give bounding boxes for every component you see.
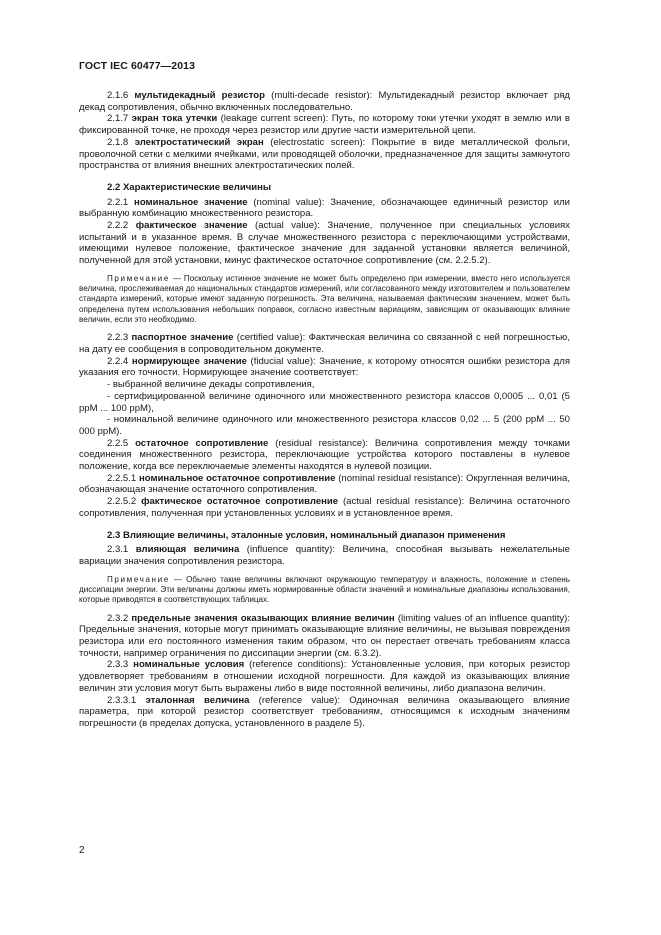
definition-paragraph xyxy=(79,496,570,519)
defined-term: мультидекадный резистор xyxy=(134,90,265,101)
definition-text: (certified value): Фактическая величина со связанной с ней погрешностью, на дату ее сообщения в сопроводительном документе. xyxy=(79,332,570,356)
note-text: — Поскольку истинное значение не может быть определено при измерении, вместо него используется величина, прослеживаемая до национальных стандартов измерений, или согласованного между изготовителем и пользователем стандарта измерений, которые имеют заданную погрешность. Эта величина, называемая фактическим значением, может быть определена путем использования небольших поправок, согласно известным вариациям, зависящим от оказывающих влияние величин, если это необходимо. xyxy=(79,273,570,325)
list-item-text: - сертифицированной величине одиночного или множественного резистора классов 0,0005 ... 0,01 (5 ppM ... 100 ppM), xyxy=(79,390,570,414)
list-item-text: - номинальной величине одиночного или множественного резистора классов 0,02 ... 5 (200 ppM ... 50 000 ppM). xyxy=(79,414,570,437)
definition-paragraph xyxy=(79,113,570,136)
note-text: — Обычно такие величины включают окружающую температуру и влажность, положение и степень диссипации энергии. Эти величины должны иметь нормированные области значений и номинальные диапазоны использования, которые приводятся в соответствующих таблицах. xyxy=(79,574,570,605)
definition-paragraph xyxy=(79,137,570,172)
section-heading xyxy=(79,182,570,194)
definition-text: (electrostatic screen): Покрытие в виде металлической фольги, проволочной сетки с мелкими ячейками, или проводящей оболочки, предназначенное для защиты замкнутого пространства от влияния внешних электростатических полей. xyxy=(79,136,570,172)
definition-text: (nominal value): Значение, обозначающее единичный резистор или выбранную комбинацию множественного резистора. xyxy=(79,196,570,220)
definition-paragraph xyxy=(79,332,570,355)
clause-number: 2.2.5.1 xyxy=(107,472,137,484)
definition-paragraph xyxy=(79,613,570,660)
definition-text: (leakage current screen): Путь, по которому токи утечки уходят в землю или в фиксированной точке, не проходя через резистор или другие части измерительной цепи. xyxy=(79,113,570,137)
defined-term: электростатический экран xyxy=(134,136,264,148)
clause-number: 2.2.2 xyxy=(107,220,129,232)
defined-term: фактическое значение xyxy=(135,220,248,232)
section-title: Характеристические величины xyxy=(122,181,272,193)
defined-term: номинальное остаточное сопротивление xyxy=(139,472,336,484)
defined-term: предельные значения оказывающих влияние величин xyxy=(131,612,395,624)
note-paragraph xyxy=(79,575,570,606)
clause-number: 2.2.3 xyxy=(107,332,129,344)
clause-number: 2.1.8 xyxy=(107,136,129,148)
defined-term: номинальное значение xyxy=(134,196,248,208)
page-number: 2 xyxy=(79,845,85,856)
clause-number: 2.3.2 xyxy=(107,612,129,624)
definition-text: (nominal residual resistance): Округленная величина, обозначающая значение остаточного сопротивления. xyxy=(79,472,570,496)
definition-text: (residual resistance): Величина сопротивления между точками соединения множественного резистора, переключающие устройства которого поставлены в нулевое положение, когда все переключаемые элементы находятся в нулевой позиции. xyxy=(79,437,570,473)
definition-paragraph xyxy=(79,220,570,267)
section-heading xyxy=(79,530,570,542)
defined-term: остаточное сопротивление xyxy=(135,437,269,449)
clause-number: 2.2.5.2 xyxy=(107,496,137,508)
document-header: ГОСТ IEC 60477—2013 xyxy=(79,60,196,72)
section-number: 2.2 xyxy=(107,181,121,193)
definition-text: (influence quantity): Величина, способная вызывать нежелательные вариации значения сопротивления резистора. xyxy=(79,544,570,567)
clause-number: 2.2.1 xyxy=(107,196,129,208)
definition-text: (limiting values of an influence quantity): Предельные значения, которые могут принимать оказывающие влияние величины, не вызывая повреждения резистора или его постоянного изменения таким образом, что он перестает отвечать требованиям класса точности, например ограничения по диссипации энергии (см. 6.3.2). xyxy=(79,612,571,659)
defined-term: влияющая величина xyxy=(135,544,240,556)
definition-text: (actual value): Значение, полученное при специальных условиях испытаний и в указанное время. В случае множественного резистора с переключающими устройствами, имеющими нулевое положение, фактическое значение для заданной установки является величиной, полученной для этой установки, минус фактическое остаточное сопротивление (см. 2.2.5.2). xyxy=(79,220,571,267)
definition-paragraph xyxy=(79,90,570,113)
list-item xyxy=(79,391,570,414)
clause-number: 2.1.6 xyxy=(107,90,129,101)
clause-number: 2.2.5 xyxy=(107,437,129,449)
definition-paragraph xyxy=(79,356,570,379)
note-label: Примечание xyxy=(107,574,170,584)
clause-number: 2.1.7 xyxy=(107,113,129,125)
clause-number: 2.3.3 xyxy=(107,659,129,671)
clause-number: 2.3.3.1 xyxy=(107,694,137,706)
defined-term: паспортное значение xyxy=(131,332,234,344)
clause-number: 2.3.1 xyxy=(107,544,129,556)
definition-paragraph xyxy=(79,695,570,730)
definition-paragraph xyxy=(79,197,570,220)
definition-paragraph xyxy=(79,659,570,694)
list-item-text: - выбранной величине декады сопротивления, xyxy=(107,379,315,391)
definition-paragraph xyxy=(79,473,570,496)
definition-text: (reference conditions): Установленные условия, при которых резистор удовлетворяет требованиям в отношении исходной погрешности. Для каждой из оказывающих влияние величин эти условия могут быть выражены либо в виде постоянной величины, либо диапазона величин. xyxy=(79,659,570,694)
clause-number: 2.2.4 xyxy=(107,355,129,367)
definition-text: (reference value): Одиночная величина оказывающего влияние параметра, при которой резистор соответствует требованиям, относящимся к исходным значениям погрешности (в пределах допуска, установленного в разделе 5). xyxy=(79,694,570,729)
defined-term: эталонная величина xyxy=(145,694,250,706)
list-item xyxy=(79,414,570,437)
note-label: Примечание xyxy=(107,273,170,283)
definition-paragraph xyxy=(79,438,570,473)
definition-text: (fiducial value): Значение, к которому относятся ошибки резистора для указания его точности. Нормирующее значение соответствует: xyxy=(79,355,570,379)
section-title: Влияющие величины, эталонные условия, номинальный диапазон применения xyxy=(122,529,506,541)
section-number: 2.3 xyxy=(107,529,121,541)
definition-text: (multi-decade resistor): Мультидекадный резистор включает ряд декад сопротивления, обычно включенных последовательно. xyxy=(79,90,570,113)
defined-term: номинальные условия xyxy=(133,659,245,671)
defined-term: нормирующее значение xyxy=(131,355,247,367)
defined-term: экран тока утечки xyxy=(131,113,218,125)
definition-paragraph xyxy=(79,544,570,567)
definition-text: (actual residual resistance): Величина остаточного сопротивления, полученная при установленных условиях и в установленное время. xyxy=(79,496,571,519)
note-paragraph xyxy=(79,274,570,325)
defined-term: фактическое остаточное сопротивление xyxy=(141,496,339,508)
list-item xyxy=(79,379,570,391)
document-body xyxy=(79,90,570,730)
